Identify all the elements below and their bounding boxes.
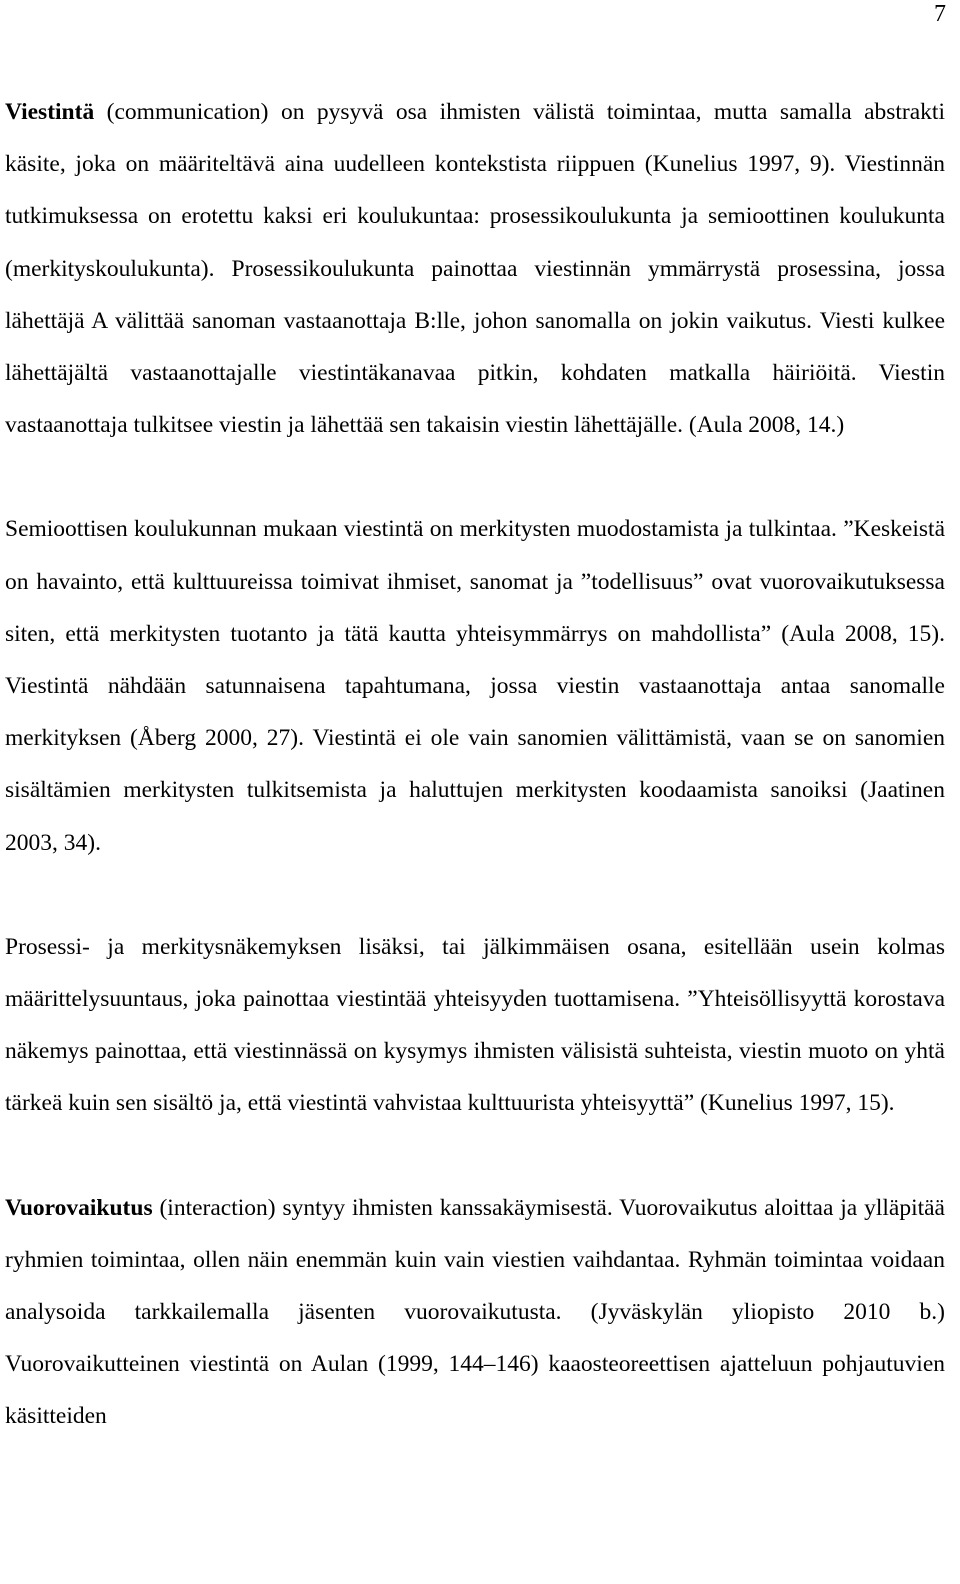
paragraph-text: (interaction) syntyy ihmisten kanssakäymisestä. Vuorovaikutus aloittaa ja ylläpitää ryhmien toimintaa, ollen näin enemmän kuin vain viestien vaihdantaa. Ryhmän toimintaa voidaan analysoida tarkkailemalla jäsenten vuorovaikutusta. (Jyväskylän yliopisto 2010 b.) Vuorovaikutteinen viestintä on Aulan (1999, 144–146) kaaosteoreettisen ajatteluun pohjautuvien käsitteiden (5, 1194, 945, 1430)
paragraph-semioottinen (5, 503, 945, 868)
paragraph-yhteisollisyys (5, 921, 945, 1130)
paragraph-text: Prosessi- ja merkitysnäkemyksen lisäksi, tai jälkimmäisen osana, esitellään usein kolmas määrittelysuuntaus, joka painottaa viestintää yhteisyyden tuottamisena. ”Yhteisöllisyyttä korostava näkemys painottaa, että viestinnässä on kysymys ihmisten välisistä suhteista, viestin muoto on yhtä tärkeä kuin sen sisältö ja, että viestintä vahvistaa kulttuurista yhteisyyttä” (Kunelius 1997, 15). (5, 933, 945, 1117)
paragraph-viestinta (5, 86, 945, 451)
paragraph-vuorovaikutus (5, 1182, 945, 1443)
paragraph-text: (communication) on pysyvä osa ihmisten välistä toimintaa, mutta samalla abstrakti käsite, joka on määriteltävä aina uudelleen kontekstista riippuen (Kunelius 1997, 9). Viestinnän tutkimuksessa on erotettu kaksi eri koulukuntaa: prosessikoulukunta ja semioottinen koulukunta (merkityskoulukunta). Prosessikoulukunta painottaa viestinnän ymmärrystä prosessina, jossa lähettäjä A välittää sanoman vastaanottaja B:lle, johon sanomalla on jokin vaikutus. Viesti kulkee lähettäjältä vastaanottajalle viestintäkanavaa pitkin, kohdaten matkalla häiriöitä. Viestin vastaanottaja tulkitsee viestin ja lähettää sen takaisin viestin lähettäjälle. (Aula 2008, 14.) (5, 99, 945, 439)
page-number: 7 (934, 1, 946, 27)
defined-term: Viestintä (5, 99, 95, 125)
paragraph-text: Semioottisen koulukunnan mukaan viestintä on merkitysten muodostamista ja tulkintaa. ”Keskeistä on havainto, että kulttuureissa toimivat ihmiset, sanomat ja ”todellisuus” ovat vuorovaikutuksessa siten, että merkitysten tuotanto ja tätä kautta yhteisymmärrys on mahdollista” (Aula 2008, 15). Viestintä nähdään satunnaisena tapahtumana, jossa viestin vastaanottaja antaa sanomalle merkityksen (Åberg 2000, 27). Viestintä ei ole vain sanomien välittämistä, vaan se on sanomien sisältämien merkitysten tulkitsemista ja haluttujen merkitysten koodaamista sanoiksi (Jaatinen 2003, 34). (5, 516, 945, 856)
defined-term: Vuorovaikutus (5, 1194, 153, 1221)
document-body (5, 86, 945, 1443)
